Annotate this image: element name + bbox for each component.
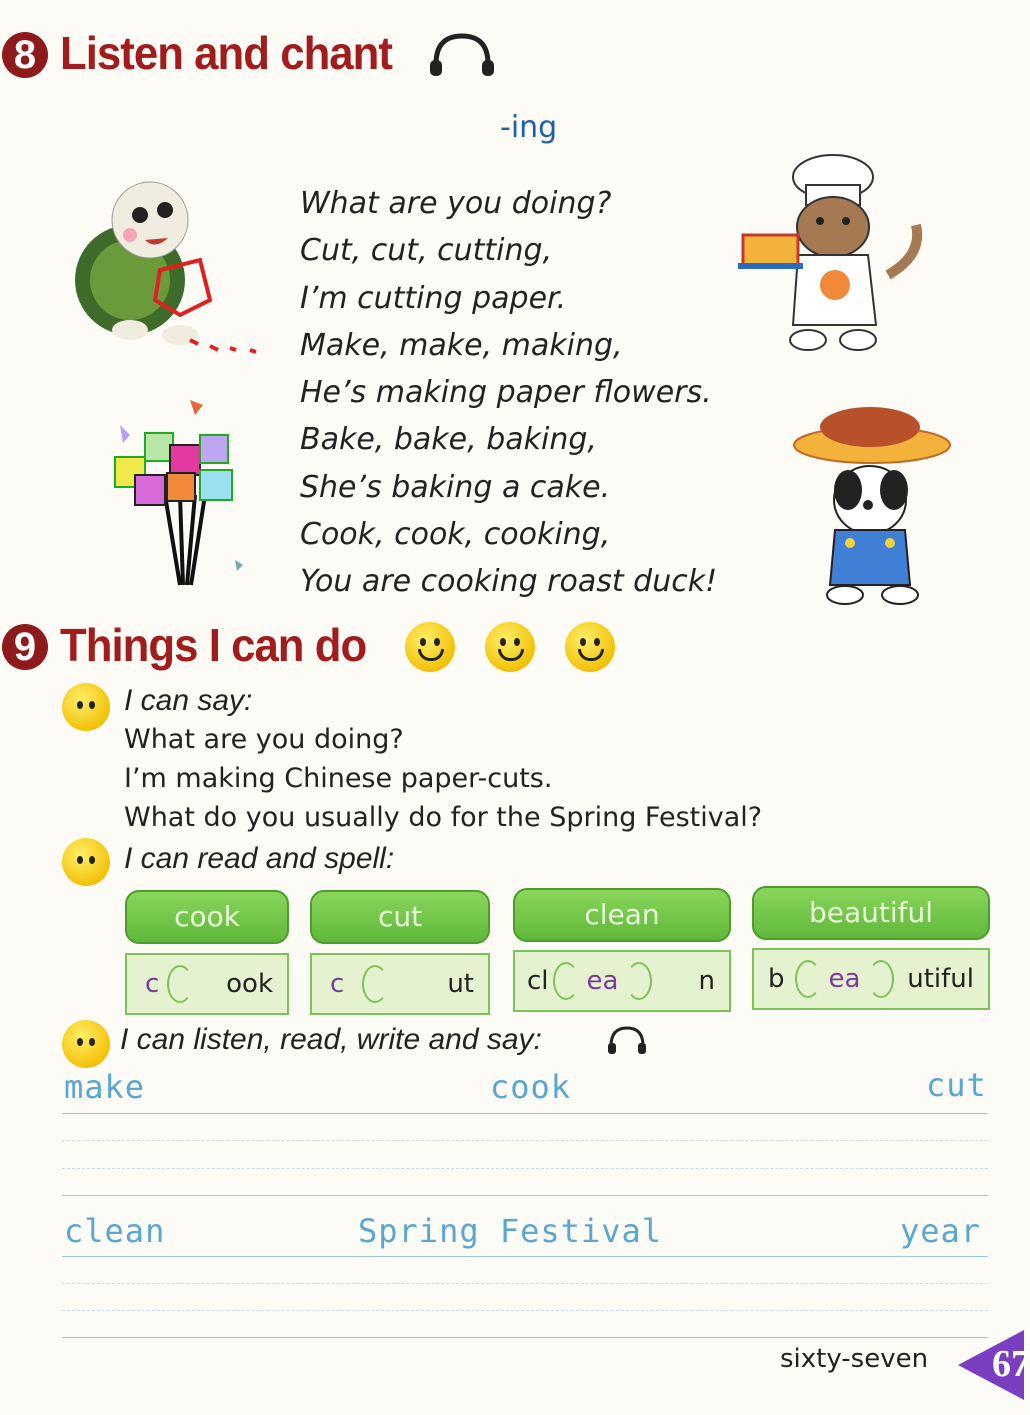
chant-text	[300, 180, 717, 606]
smiley-icon	[485, 622, 535, 672]
chant-line: She’s baking a cake.	[300, 469, 611, 505]
cat-chef-baking-cake-illustration	[738, 155, 933, 355]
spell-word-pill: clean	[513, 888, 731, 942]
handwriting-word: year	[900, 1212, 982, 1250]
chant-line: I’m cutting paper.	[300, 280, 567, 316]
chant-line: You are cooking roast duck!	[300, 564, 718, 600]
writing-guide-line	[62, 1140, 988, 1141]
spelling-puzzle-cook	[125, 953, 289, 1015]
chant-line: Cut, cut, cutting,	[300, 233, 553, 269]
writing-guide-line	[62, 1168, 988, 1169]
spelling-puzzle-cut	[310, 953, 490, 1015]
chant-line: Make, make, making,	[300, 327, 623, 363]
writing-line	[62, 1195, 988, 1196]
handwriting-word: cut	[926, 1066, 987, 1104]
writing-guide-line	[62, 1283, 988, 1284]
chant-line: What are you doing?	[300, 186, 612, 221]
handwriting-word: clean	[64, 1212, 166, 1250]
handwriting-word: Spring Festival	[358, 1212, 662, 1250]
spell-word-pill: beautiful	[752, 886, 990, 940]
spelling-puzzle-clean	[513, 950, 731, 1012]
puzzle-piece-middle: ea	[828, 964, 861, 994]
section-8-number: 8	[2, 32, 48, 78]
section-9-number: 9	[2, 624, 48, 670]
page-number: 67	[992, 1343, 1030, 1385]
puzzle-joint	[167, 965, 193, 1003]
i-can-read-and-spell-heading: I can read and spell:	[124, 842, 395, 875]
puzzle-joint	[868, 960, 894, 998]
smiley-icon	[565, 622, 615, 672]
handwriting-word: cook	[490, 1068, 572, 1106]
writing-guide-line	[62, 1310, 988, 1311]
handwriting-word: make	[64, 1068, 146, 1106]
writing-line	[62, 1113, 988, 1114]
writing-line	[62, 1256, 988, 1257]
chant-line: Cook, cook, cooking,	[300, 517, 611, 553]
smiley-bullet-icon	[62, 838, 110, 886]
chant-line: Bake, bake, baking,	[300, 422, 597, 458]
section-8-title: Listen and chant	[60, 27, 393, 79]
puzzle-joint	[362, 965, 388, 1003]
headphones-icon[interactable]	[428, 30, 496, 82]
spell-word-pill: cook	[125, 890, 289, 944]
puzzle-piece-end: n	[698, 966, 715, 996]
i-can-say-heading: I can say:	[124, 684, 253, 717]
say-line: What do you usually do for the Spring Festival?	[124, 802, 763, 833]
headphones-icon[interactable]	[606, 1024, 648, 1058]
section-9-title: Things I can do	[60, 619, 367, 671]
i-can-listen-read-write-say-heading: I can listen, read, write and say:	[120, 1023, 542, 1056]
puzzle-joint	[626, 962, 652, 1000]
puzzle-piece-middle: ea	[586, 966, 619, 996]
chant-subtitle: -ing	[500, 110, 558, 145]
spell-word-pill: cut	[310, 890, 490, 944]
puzzle-joint	[795, 960, 821, 998]
puzzle-piece-end: ook	[226, 969, 273, 999]
puzzle-joint	[553, 962, 579, 1000]
paper-flowers-illustration	[105, 395, 265, 590]
puzzle-piece-end: ut	[447, 969, 474, 999]
chant-line: He’s making paper flowers.	[300, 375, 712, 411]
puzzle-piece-start: b	[768, 964, 785, 994]
spelling-puzzle-beautiful	[752, 948, 990, 1010]
say-line: I’m making Chinese paper-cuts.	[124, 763, 553, 794]
puzzle-piece-start: c	[330, 969, 345, 999]
puzzle-piece-start: cl	[527, 966, 549, 996]
page-number-words: sixty-seven	[780, 1344, 929, 1374]
puzzle-piece-start: c	[145, 969, 160, 999]
turtle-cutting-paper-illustration	[70, 180, 270, 360]
smiley-bullet-icon	[62, 683, 110, 731]
dog-with-roast-duck-illustration	[790, 405, 955, 605]
say-line: What are you doing?	[124, 724, 404, 755]
puzzle-piece-end: utiful	[907, 964, 974, 994]
writing-line	[62, 1337, 988, 1338]
smiley-bullet-icon	[62, 1020, 110, 1068]
smiley-icon	[405, 622, 455, 672]
